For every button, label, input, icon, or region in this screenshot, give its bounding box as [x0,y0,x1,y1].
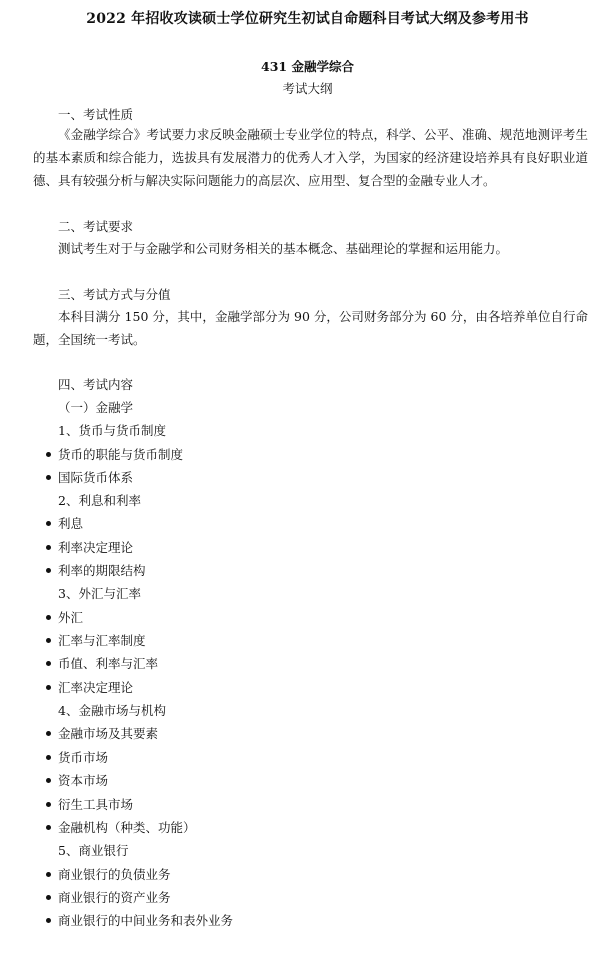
list-item: 汇率决定理论 [58,680,133,696]
bullet-icon [46,568,51,573]
section-heading-content: 四、考试内容 [58,377,134,392]
document-title: 2022 年招收攻读硕士学位研究生初试自命题科目考试大纲及参考用书 [86,11,529,27]
list-item: 商业银行的资产业务 [58,890,171,906]
bullet-icon [46,802,51,807]
section-body-format: 本科目满分 150 分，其中，金融学部分为 90 分，公司财务部分为 60 分，由各培养单位自行命题，全国统一考试。 [33,309,588,347]
list-item: 国际货币体系 [58,470,133,486]
content-part-finance: （一）金融学 [58,400,134,415]
bullet-icon [46,638,51,643]
list-item: 利率的期限结构 [58,563,146,579]
list-item: 商业银行的中间业务和表外业务 [58,913,233,929]
list-item: 资本市场 [58,773,108,789]
section-heading-nature: 一、考试性质 [58,107,134,122]
bullet-icon [46,452,51,457]
topic-title: 5、商业银行 [58,843,129,858]
list-item: 币值、利率与汇率 [58,656,158,672]
list-item: 货币市场 [58,750,108,766]
list-item: 商业银行的负债业务 [58,867,171,883]
list-item: 金融机构（种类、功能） [58,820,196,836]
bullet-icon [46,825,51,830]
course-title: 431 金融学综合 [261,59,354,74]
bullet-icon [46,895,51,900]
document-subtitle: 考试大纲 [282,81,333,96]
bullet-icon [46,778,51,783]
bullet-icon [46,521,51,526]
topic-title: 4、金融市场与机构 [58,703,166,718]
bullet-icon [46,615,51,620]
list-item: 汇率与汇率制度 [58,633,146,649]
section-heading-format: 三、考试方式与分值 [58,287,171,302]
bullet-icon [46,872,51,877]
bullet-icon [46,731,51,736]
topic-title: 1、货币与货币制度 [58,423,166,438]
bullet-icon [46,918,51,923]
topic-title: 3、外汇与汇率 [58,586,141,601]
list-item: 衍生工具市场 [58,797,133,813]
section-body-requirements: 测试考生对于与金融学和公司财务相关的基本概念、基础理论的掌握和运用能力。 [58,241,509,256]
bullet-icon [46,685,51,690]
bullet-icon [46,661,51,666]
topic-title: 2、利息和利率 [58,493,141,508]
bullet-icon [46,475,51,480]
section-body-nature: 《金融学综合》考试要力求反映金融硕士专业学位的特点，科学、公平、准确、规范地测评考生的基本素质和综合能力，选拔具有发展潜力的优秀人才入学，为国家的经济建设培养具有良好职业道德、具有较强分析与解决实际问题能力的高层次、应用型、复合型的金融专业人才。 [33,127,588,188]
list-item: 货币的职能与货币制度 [58,447,183,463]
bullet-icon [46,545,51,550]
list-item: 外汇 [58,610,83,626]
bullet-icon [46,755,51,760]
list-item: 金融市场及其要素 [58,726,158,742]
list-item: 利息 [58,516,83,532]
list-item: 利率决定理论 [58,540,133,556]
section-heading-requirements: 二、考试要求 [58,219,134,234]
